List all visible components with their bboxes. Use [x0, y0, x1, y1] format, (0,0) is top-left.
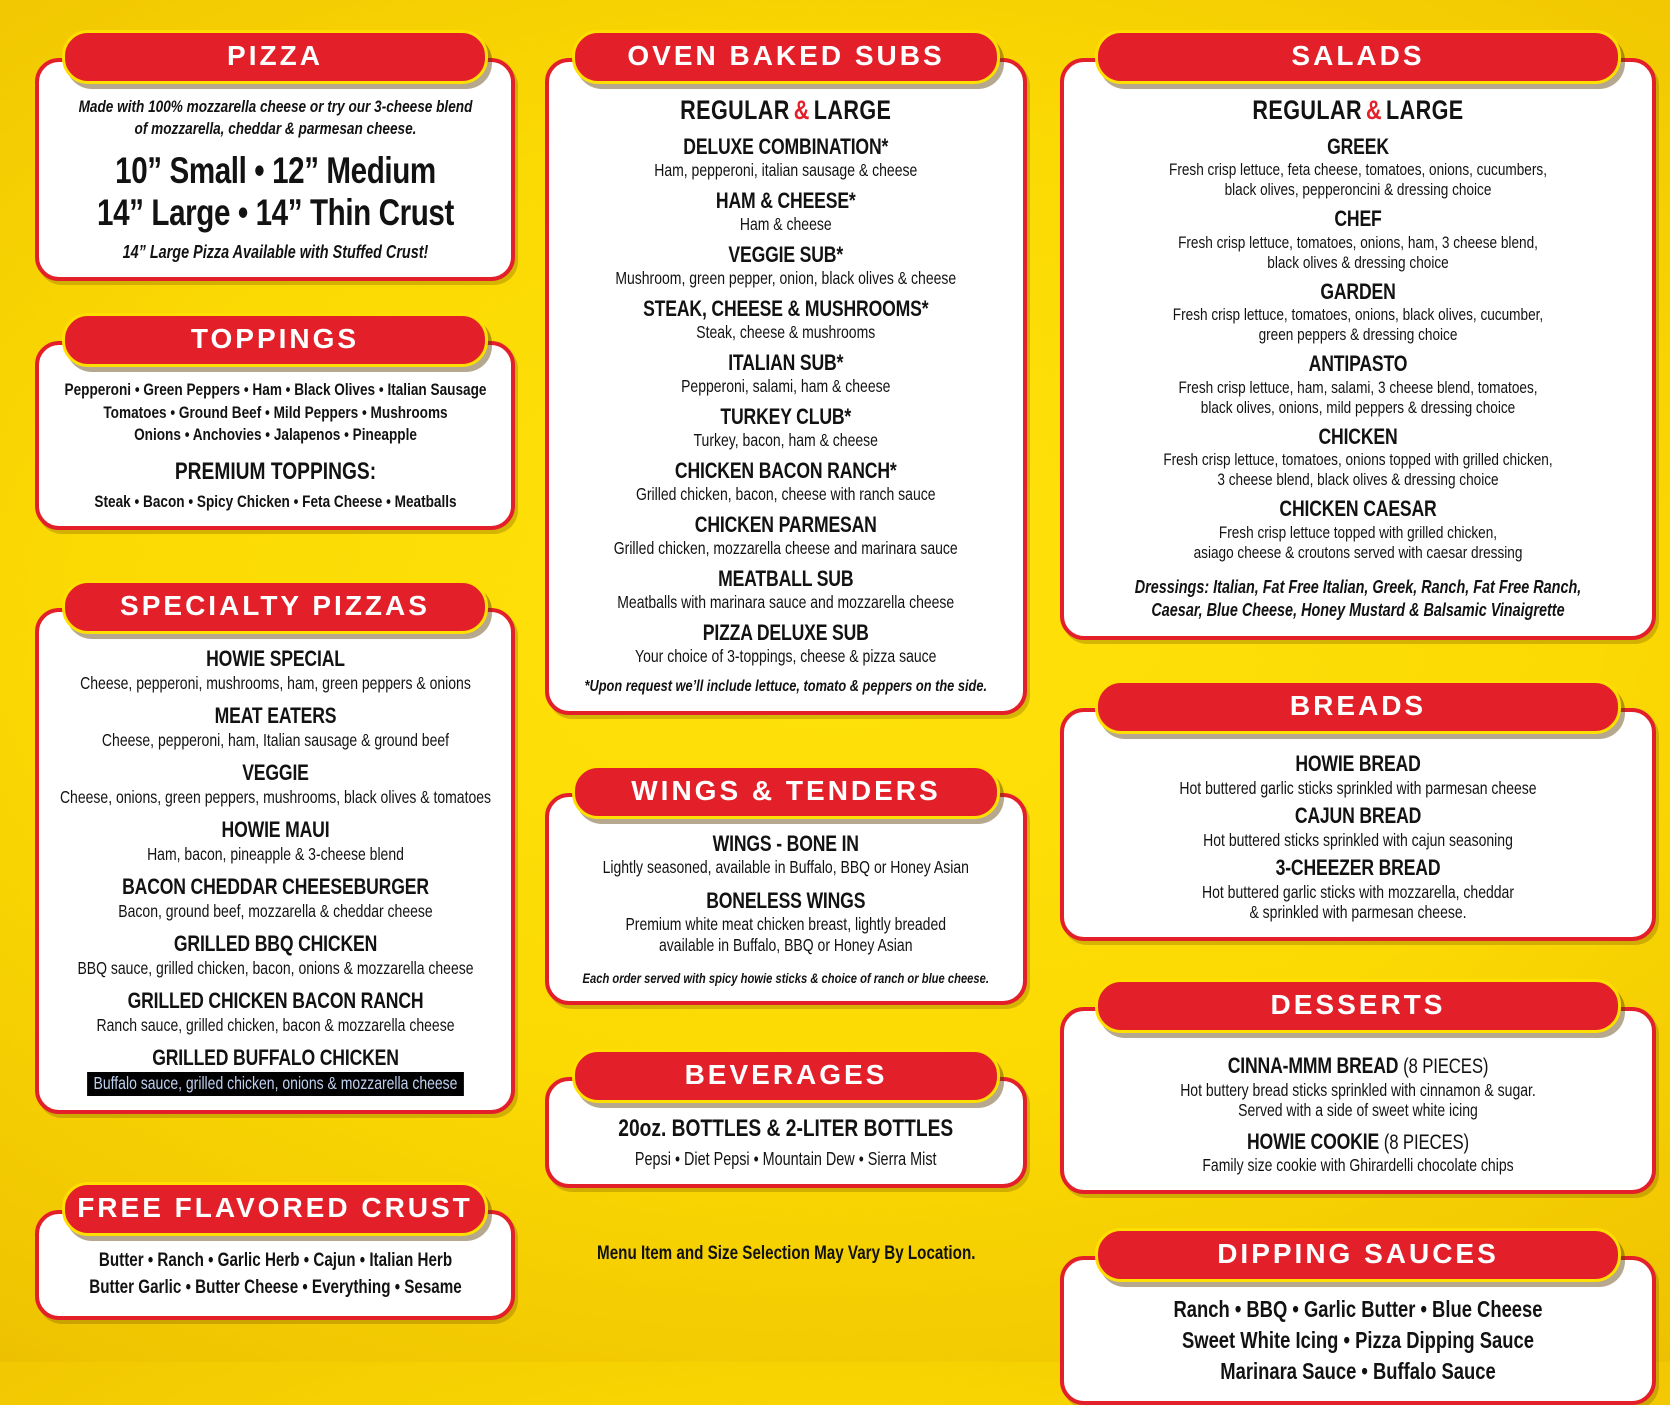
menu-item	[49, 931, 501, 978]
menu-item	[559, 620, 1013, 667]
menu-item	[559, 458, 1013, 505]
item-name: CINNA-MMM BREAD	[1227, 1053, 1399, 1079]
subs-footnote: *Upon request we’ll include lettuce, tomato & peppers on the side.	[584, 678, 988, 695]
menu-item	[1074, 279, 1642, 345]
item-desc: Ranch sauce, grilled chicken, bacon & mozzarella cheese	[96, 1014, 454, 1035]
menu-item	[1074, 1129, 1642, 1176]
salad-dressings-line: Caesar, Blue Cheese, Honey Mustard & Balsamic Vinaigrette	[1151, 599, 1565, 620]
pizza-intro-line: of mozzarella, cheddar & parmesan cheese.	[134, 119, 416, 139]
dipping-content	[1074, 1294, 1642, 1387]
item-desc: asiago cheese & croutons served with caesar dressing	[1193, 542, 1523, 562]
size-subtitle-left: REGULAR	[680, 95, 790, 125]
desserts-panel	[1060, 1007, 1656, 1194]
dipping-line: Sweet White Icing • Pizza Dipping Sauce	[1181, 1326, 1534, 1353]
section-header-free-flavored-crust	[62, 1182, 489, 1236]
wings-content	[559, 831, 1013, 987]
specialty-pizzas-panel	[35, 608, 515, 1114]
menu-item	[1074, 496, 1642, 562]
section-title-oven-baked-subs: OVEN BAKED SUBS	[627, 40, 945, 71]
item-name: GRILLED CHICKEN BACON RANCH	[127, 988, 423, 1014]
section-title-desserts: DESSERTS	[1270, 989, 1446, 1021]
item-desc: Fresh crisp lettuce, tomatoes, onions topped with grilled chicken,	[1163, 450, 1553, 470]
menu-item	[1074, 1053, 1642, 1121]
item-name: ANTIPASTO	[1308, 351, 1408, 377]
section-title-dipping-sauces: DIPPING SAUCES	[1217, 1237, 1499, 1269]
item-desc: Hot buttered garlic sticks sprinkled with parmesan cheese	[1179, 777, 1537, 798]
item-desc: Cheese, pepperoni, ham, Italian sausage & ground beef	[101, 729, 449, 750]
item-desc: Turkey, bacon, ham & cheese	[693, 430, 879, 451]
item-desc: Fresh crisp lettuce, tomatoes, onions, black olives, cucumber,	[1172, 305, 1544, 325]
column-middle	[545, 0, 1027, 1265]
item-desc: Mushroom, green pepper, onion, black olives & cheese	[615, 268, 957, 289]
item-desc: Grilled chicken, bacon, cheese with ranch sauce	[636, 484, 936, 505]
menu-item	[559, 350, 1013, 397]
item-desc: black olives, onions, mild peppers & dressing choice	[1200, 397, 1516, 417]
item-name: CHICKEN CAESAR	[1279, 496, 1437, 522]
menu-item	[559, 566, 1013, 613]
pizza-note-line: 14” Large Pizza Available with Stuffed Crust!	[122, 242, 428, 263]
item-portion: (8 PIECES)	[1383, 1130, 1469, 1154]
size-subtitle	[1074, 96, 1642, 126]
wings-footnote: Each order served with spicy howie sticks & choice of ranch or blue cheese.	[582, 969, 990, 986]
menu-item	[49, 646, 501, 693]
section-header-desserts	[1095, 979, 1622, 1033]
item-name: BONELESS WINGS	[706, 888, 866, 914]
item-desc: Grilled chicken, mozzarella cheese and marinara sauce	[614, 538, 958, 559]
crust-line: Butter • Ranch • Garlic Herb • Cajun • Italian Herb	[98, 1250, 452, 1272]
item-desc: Cheese, onions, green peppers, mushrooms, black olives & tomatoes	[59, 786, 491, 807]
item-name: CHICKEN BACON RANCH*	[675, 457, 897, 483]
section-toppings	[35, 313, 515, 530]
ampersand: &	[794, 95, 810, 125]
item-desc: Bacon, ground beef, mozzarella & cheddar cheese	[117, 900, 433, 921]
breads-panel	[1060, 708, 1656, 941]
item-desc: Fresh crisp lettuce, tomatoes, onions, ham, 3 cheese blend,	[1178, 232, 1538, 252]
item-name: HAM & CHEESE*	[716, 187, 856, 213]
item-desc-selected	[49, 1072, 501, 1097]
column-right	[1060, 0, 1656, 1405]
menu-item	[559, 404, 1013, 451]
item-name: 3-CHEEZER BREAD	[1275, 855, 1441, 881]
subs-content	[559, 96, 1013, 697]
section-specialty-pizzas	[35, 580, 515, 1114]
specialty-pizzas-content	[49, 646, 501, 1096]
toppings-line: Pepperoni • Green Peppers • Ham • Black Olives • Italian Sausage	[64, 380, 486, 400]
section-oven-baked-subs	[545, 30, 1027, 715]
item-name: GRILLED BUFFALO CHICKEN	[151, 1045, 399, 1071]
pizza-intro-line: Made with 100% mozzarella cheese or try our 3-cheese blend	[78, 97, 472, 116]
item-desc: Cheese, pepperoni, mushrooms, ham, green peppers & onions	[79, 672, 471, 693]
item-desc: Meatballs with marinara sauce and mozzarella cheese	[617, 592, 955, 613]
item-name: WINGS - BONE IN	[712, 831, 860, 856]
item-name: ITALIAN SUB*	[728, 349, 844, 375]
item-desc: Ham, pepperoni, italian sausage & cheese	[654, 160, 918, 181]
salad-dressings	[1074, 576, 1642, 623]
section-beverages	[545, 1049, 1027, 1188]
ampersand: &	[1366, 95, 1382, 125]
size-subtitle-left: REGULAR	[1252, 95, 1362, 125]
item-desc: available in Buffalo, BBQ or Honey Asian	[659, 935, 913, 956]
location-disclaimer	[545, 1243, 1027, 1265]
pizza-note	[49, 242, 501, 263]
section-title-specialty-pizzas: SPECIALTY PIZZAS	[120, 590, 430, 622]
beverages-heading: 20oz. BOTTLES & 2-LITER BOTTLES	[618, 1115, 954, 1143]
item-name: HOWIE MAUI	[221, 817, 329, 843]
item-name: GRILLED BBQ CHICKEN	[173, 931, 377, 957]
section-title-pizza: PIZZA	[227, 40, 323, 71]
menu-item	[49, 703, 501, 750]
section-header-specialty-pizzas	[62, 580, 489, 634]
pizza-sizes-line: 14” Large • 14” Thin Crust	[96, 191, 454, 233]
item-portion: (8 PIECES)	[1403, 1055, 1489, 1079]
item-desc: Hot buttered sticks sprinkled with cajun seasoning	[1203, 829, 1513, 850]
section-header-pizza	[62, 30, 489, 84]
menu-item	[559, 831, 1013, 878]
item-name: PIZZA DELUXE SUB	[703, 619, 869, 645]
pizza-panel	[35, 58, 515, 281]
item-name: CHICKEN	[1318, 423, 1398, 449]
item-desc: Steak, cheese & mushrooms	[696, 322, 876, 343]
selected-text: Buffalo sauce, grilled chicken, onions & mozzarella cheese	[87, 1072, 464, 1097]
section-dipping-sauces	[1060, 1228, 1656, 1405]
item-desc: Fresh crisp lettuce topped with grilled chicken,	[1218, 522, 1498, 542]
item-name: MEATBALL SUB	[718, 565, 854, 591]
menu-item	[1074, 803, 1642, 850]
pizza-content	[49, 96, 501, 263]
desserts-content	[1074, 1053, 1642, 1176]
subs-panel	[545, 58, 1027, 715]
section-breads	[1060, 680, 1656, 941]
salads-panel	[1060, 58, 1656, 640]
menu-item	[49, 1045, 501, 1096]
premium-toppings-title: PREMIUM TOPPINGS:	[174, 458, 376, 486]
item-desc: Lightly seasoned, available in Buffalo, BBQ or Honey Asian	[602, 857, 970, 878]
item-desc: Ham, bacon, pineapple & 3-cheese blend	[146, 843, 404, 864]
item-name: CHICKEN PARMESAN	[695, 511, 877, 537]
item-name: HOWIE SPECIAL	[205, 646, 345, 672]
item-desc: Family size cookie with Ghirardelli chocolate chips	[1202, 1155, 1514, 1176]
premium-toppings-line: Steak • Bacon • Spicy Chicken • Feta Cheese • Meatballs	[93, 492, 457, 512]
section-title-wings-tenders: WINGS & TENDERS	[631, 775, 941, 806]
salads-content	[1074, 96, 1642, 622]
item-desc: 3 cheese blend, black olives & dressing choice	[1217, 470, 1499, 490]
breads-content	[1074, 751, 1642, 923]
dipping-line: Ranch • BBQ • Garlic Butter • Blue Cheese	[1173, 1295, 1543, 1322]
section-header-wings-tenders	[572, 765, 1001, 819]
beverages-content	[559, 1115, 1013, 1170]
menu-item	[559, 242, 1013, 289]
menu-item	[1074, 751, 1642, 798]
item-desc: Ham & cheese	[740, 214, 832, 235]
item-desc: Your choice of 3-toppings, cheese & pizza sauce	[635, 646, 937, 667]
crust-content	[49, 1248, 501, 1301]
item-name: HOWIE BREAD	[1295, 751, 1421, 777]
item-desc: Fresh crisp lettuce, feta cheese, tomatoes, onions, cucumbers,	[1169, 160, 1547, 180]
menu-item	[559, 134, 1013, 181]
pizza-sizes-line: 10” Small • 12” Medium	[114, 150, 436, 192]
menu-item	[1074, 855, 1642, 923]
section-title-free-flavored-crust: FREE FLAVORED CRUST	[77, 1192, 473, 1224]
dipping-line: Marinara Sauce • Buffalo Sauce	[1220, 1357, 1496, 1384]
pizza-intro	[49, 96, 501, 140]
item-desc: black olives, pepperoncini & dressing choice	[1224, 180, 1492, 200]
section-title-toppings: TOPPINGS	[190, 323, 360, 355]
item-name: TURKEY CLUB*	[720, 403, 852, 429]
menu-item	[1074, 134, 1642, 200]
location-disclaimer-text: Menu Item and Size Selection May Vary By Location.	[596, 1243, 976, 1264]
column-left	[35, 0, 515, 1320]
section-salads	[1060, 30, 1656, 640]
item-name: STEAK, CHEESE & MUSHROOMS*	[643, 295, 929, 321]
toppings-line: Onions • Anchovies • Jalapenos • Pineapple	[133, 424, 417, 444]
toppings-line: Tomatoes • Ground Beef • Mild Peppers • Mushrooms	[102, 402, 448, 422]
toppings-content	[49, 379, 501, 512]
item-desc: BBQ sauce, grilled chicken, bacon, onions & mozzarella cheese	[76, 957, 474, 978]
size-subtitle-right: LARGE	[814, 95, 892, 125]
toppings-panel	[35, 341, 515, 530]
item-name: DELUXE COMBINATION*	[683, 133, 889, 159]
menu-item	[1074, 206, 1642, 272]
menu-item	[49, 988, 501, 1035]
section-pizza	[35, 30, 515, 281]
item-name: CAJUN BREAD	[1294, 803, 1422, 829]
section-header-dipping-sauces	[1095, 1228, 1622, 1282]
item-name: BACON CHEDDAR CHEESEBURGER	[121, 874, 429, 900]
location-disclaimer-text-wrap	[545, 1243, 1027, 1265]
wings-panel	[545, 793, 1027, 1005]
item-desc: Premium white meat chicken breast, lightly breaded	[625, 914, 947, 935]
item-desc: black olives & dressing choice	[1267, 252, 1449, 272]
section-title-breads: BREADS	[1289, 690, 1427, 722]
item-name: MEAT EATERS	[214, 703, 336, 729]
section-free-flavored-crust	[35, 1182, 515, 1319]
salad-dressings-line: Dressings: Italian, Fat Free Italian, Greek, Ranch, Fat Free Ranch,	[1134, 576, 1582, 597]
menu-item	[559, 188, 1013, 235]
item-name: CHEF	[1334, 206, 1382, 232]
section-header-beverages	[572, 1049, 1001, 1103]
section-desserts	[1060, 979, 1656, 1194]
section-wings-tenders	[545, 765, 1027, 1005]
menu-item	[49, 817, 501, 864]
item-desc: Served with a side of sweet white icing	[1238, 1100, 1478, 1121]
item-desc: green peppers & dressing choice	[1258, 325, 1458, 345]
menu-item	[1074, 424, 1642, 490]
section-title-beverages: BEVERAGES	[684, 1059, 888, 1091]
section-header-oven-baked-subs	[572, 30, 1001, 84]
menu-item	[49, 874, 501, 921]
pizza-sizes	[49, 150, 501, 233]
menu-item	[559, 888, 1013, 956]
beverages-line: Pepsi • Diet Pepsi • Mountain Dew • Sierra Mist	[635, 1149, 937, 1169]
item-name-with-suffix	[1074, 1053, 1642, 1079]
item-name: HOWIE COOKIE	[1246, 1128, 1380, 1154]
item-name: VEGGIE	[241, 760, 309, 786]
menu-item	[559, 512, 1013, 559]
size-subtitle-right: LARGE	[1386, 95, 1464, 125]
crust-line: Butter Garlic • Butter Cheese • Everything • Sesame	[88, 1277, 462, 1299]
size-subtitle	[559, 96, 1013, 126]
item-name-with-suffix	[1074, 1129, 1642, 1155]
item-desc: & sprinkled with parmesan cheese.	[1249, 902, 1467, 923]
section-header-salads	[1095, 30, 1622, 84]
item-name: GARDEN	[1320, 278, 1396, 304]
menu-item	[49, 760, 501, 807]
item-desc: Hot buttery bread sticks sprinkled with cinnamon & sugar.	[1180, 1079, 1536, 1100]
section-header-breads	[1095, 680, 1622, 734]
menu-item	[1074, 351, 1642, 417]
item-desc: Hot buttered garlic sticks with mozzarella, cheddar	[1201, 881, 1515, 902]
section-header-toppings	[62, 313, 489, 367]
section-title-salads: SALADS	[1291, 40, 1425, 71]
menu-item	[559, 296, 1013, 343]
item-desc: Pepperoni, salami, ham & cheese	[681, 376, 891, 397]
item-desc: Fresh crisp lettuce, ham, salami, 3 cheese blend, tomatoes,	[1178, 377, 1538, 397]
item-name: VEGGIE SUB*	[728, 241, 844, 267]
item-name: GREEK	[1327, 133, 1389, 159]
